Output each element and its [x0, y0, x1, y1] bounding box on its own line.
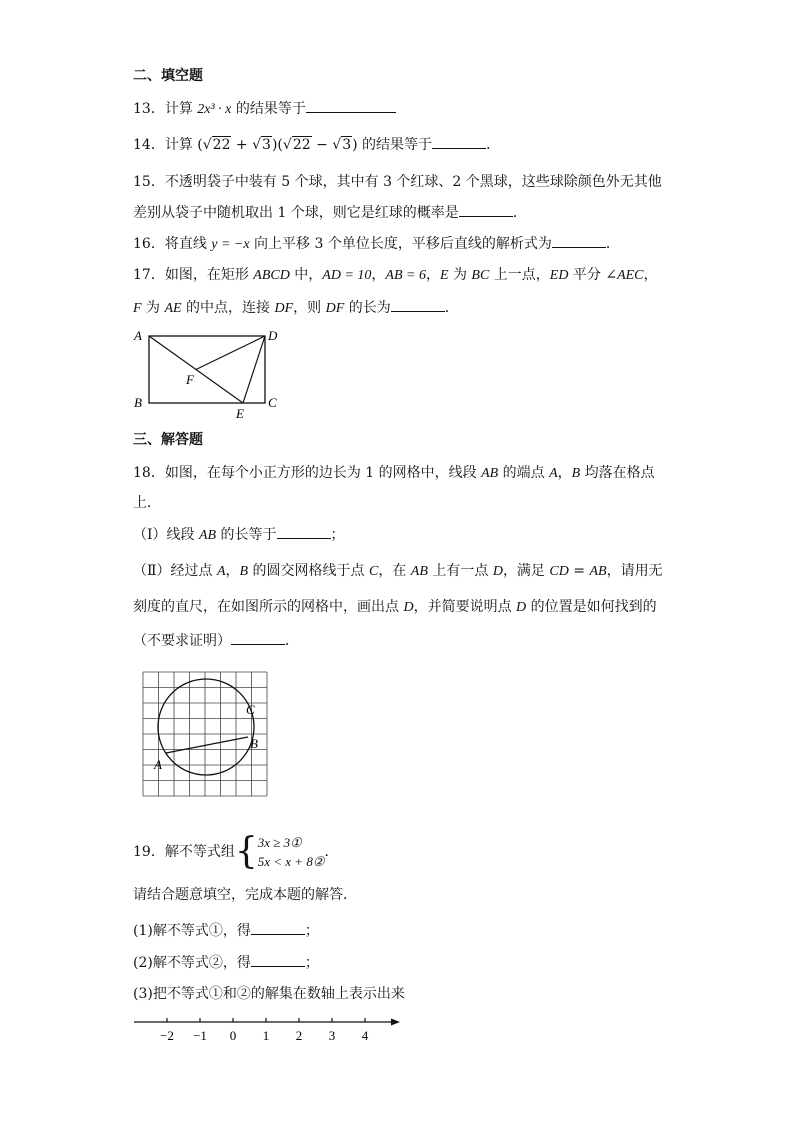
q18-p1-text-b: 的长等于 — [216, 527, 277, 543]
q18-text-c: 均落在格点 — [580, 465, 655, 481]
q19-s1-text: (1)解不等式①，得 — [133, 923, 251, 939]
q17-text-i: ，则 — [293, 300, 326, 316]
question-19-step2 — [133, 952, 319, 973]
inequality-1: 3x ≥ 3① — [257, 835, 302, 850]
q18-p1-answer-blank[interactable] — [277, 524, 331, 539]
q17-text-h: 的中点，连接 — [181, 300, 275, 316]
q18-p2-answer-blank[interactable] — [231, 630, 285, 645]
q14-radicand-3: 3 — [262, 137, 271, 153]
q18-ab: AB — [481, 466, 499, 481]
label-f: F — [186, 372, 194, 387]
q18-text-b: 的端点 — [498, 465, 550, 481]
q17-text-f: ， — [643, 267, 658, 283]
q13-expression: 2x³ · x — [197, 102, 232, 117]
q18-l4-d: D — [403, 600, 414, 615]
segment-df — [196, 336, 265, 370]
label-c: C — [268, 395, 277, 410]
q17-abcd: ABCD — [253, 268, 290, 283]
q18-p2-a: A — [216, 564, 226, 579]
q15-end: ． — [512, 205, 527, 221]
number-line — [128, 1010, 408, 1046]
q14-radicand-22: 22 — [212, 137, 231, 153]
q18-l5-end: ． — [285, 633, 299, 649]
q17-ab: AB = 6 — [385, 268, 426, 283]
q18-p1-end: ； — [330, 527, 345, 543]
q18-l4-text-c: 的位置是如何找到的 — [526, 599, 657, 615]
q14-paren-end: ) — [352, 137, 358, 153]
q17-ed: ED — [549, 268, 569, 283]
q14-paren-mid: )( — [271, 137, 283, 153]
q18-l4-text-b: ，并简要说明点 — [413, 599, 517, 615]
q17-df2: DF — [325, 301, 345, 316]
q17-aec: ∠AEC — [605, 268, 644, 283]
q19-end: ． — [324, 844, 339, 860]
q18-p2-comma: ， — [225, 563, 240, 579]
q14-paren: ( — [197, 137, 203, 153]
q17-ae: AE — [164, 301, 182, 316]
q18-p2-text: （Ⅱ）经过点 — [133, 563, 217, 579]
question-13 — [133, 98, 396, 120]
question-18-part1 — [133, 524, 345, 546]
q17-e: E — [439, 268, 449, 283]
question-18-line2: 上． — [133, 495, 161, 511]
q18-p2-text-e: ，满足 — [502, 563, 550, 579]
q15-text: 差别从袋子中随机取出 1 个球，则它是红球的概率是 — [133, 205, 459, 221]
question-19-step3: (3)把不等式①和②的解集在数轴上表示出来 — [133, 986, 405, 1002]
q16-answer-blank[interactable] — [552, 233, 606, 248]
q18-p2-b: B — [239, 564, 249, 579]
q18-p2-c: C — [369, 564, 379, 579]
inequality-system — [258, 833, 325, 871]
q19-s2-answer-blank[interactable] — [251, 952, 305, 967]
q13-text-b: 的结果等于 — [231, 101, 306, 117]
q18-comma: ， — [557, 465, 572, 481]
number-line-tick-label: 0 — [229, 1028, 237, 1043]
question-18-line4 — [133, 597, 657, 618]
label-a: A — [154, 757, 162, 772]
label-b: B — [250, 736, 258, 751]
label-a: A — [134, 328, 142, 343]
q17-text: 17．如图，在矩形 — [133, 267, 254, 283]
question-19-step1 — [133, 920, 319, 941]
q18-eq: = — [568, 563, 590, 579]
q17-end: ． — [444, 300, 459, 316]
q14-answer-blank[interactable] — [432, 134, 486, 149]
q14-text: 14．计算 — [133, 137, 198, 153]
figure-18-grid — [138, 668, 274, 808]
q18-text: 18．如图，在每个小正方形的边长为 1 的网格中，线段 — [133, 465, 482, 481]
q18-p2-d: D — [492, 564, 503, 579]
q18-arc-ab2: AB — [589, 564, 607, 579]
grid-lines — [143, 672, 267, 796]
question-15-line1: 15．不透明袋子中装有 5 个球，其中有 3 个红球、2 个黑球，这些球除颜色外无其他 — [133, 174, 662, 190]
label-e: E — [236, 406, 244, 421]
question-15-line2 — [133, 202, 527, 223]
number-line-tick-label: 2 — [295, 1028, 303, 1043]
q18-arc-cd: CD — [549, 564, 569, 579]
q19-text: 19．解不等式组 — [133, 844, 235, 860]
q18-p2-text-d: 上有一点 — [427, 563, 493, 579]
q18-p1-text: （Ⅰ）线段 — [133, 527, 199, 543]
q18-l5-text: （不要求证明） — [133, 633, 231, 649]
q15-answer-blank[interactable] — [459, 202, 513, 217]
number-line-tick-label: 3 — [328, 1028, 336, 1043]
q19-s2-text: (2)解不等式②，得 — [133, 955, 251, 971]
q16-text-b: 向上平移 3 个单位长度，平移后直线的解析式为 — [249, 236, 552, 252]
q16-text: 16．将直线 — [133, 236, 212, 252]
q17-bc: BC — [471, 268, 490, 283]
segment-ed — [243, 336, 265, 403]
left-brace: { — [234, 831, 258, 872]
q19-s2-end: ； — [304, 955, 319, 971]
q18-l4-d2: D — [516, 600, 527, 615]
question-19-prompt: 请结合题意填空，完成本题的解答． — [133, 887, 357, 903]
question-16 — [133, 233, 620, 255]
rectangle-abcd — [149, 336, 265, 403]
section-title-solve: 三、解答题 — [133, 432, 203, 448]
q13-text: 13．计算 — [133, 101, 198, 117]
q18-p2-text-c: ，在 — [378, 563, 411, 579]
label-c: C — [246, 702, 255, 717]
circle — [158, 679, 254, 775]
number-line-tick-label: −2 — [160, 1028, 174, 1043]
inequality-2: 5x < x + 8② — [257, 854, 325, 869]
q17-ad: AD = 10 — [322, 268, 372, 283]
q17-text-j: 的长为 — [344, 300, 391, 316]
q17-text-b: 中， — [289, 267, 323, 283]
q16-end: ． — [605, 236, 620, 252]
q18-p2-text-f: ，请用无 — [606, 563, 663, 579]
q13-answer-blank[interactable] — [306, 98, 396, 113]
q17-text-c: 为 — [448, 267, 472, 283]
question-17-line2 — [133, 297, 459, 319]
label-b: B — [134, 395, 142, 410]
q17-sep1: ， — [371, 267, 386, 283]
section-title-fill-blank: 二、填空题 — [133, 68, 203, 84]
q18-arc-ab: AB — [410, 564, 428, 579]
q17-answer-blank[interactable] — [391, 297, 445, 312]
q18-p1-ab: AB — [198, 528, 217, 543]
q18-b: B — [571, 466, 581, 481]
question-18-part2 — [133, 561, 663, 582]
q17-sep2: ， — [425, 267, 440, 283]
question-18-line5 — [133, 630, 299, 651]
q14-text-b: 的结果等于 — [357, 137, 433, 153]
number-line-tick-label: 4 — [361, 1028, 369, 1043]
question-19 — [133, 832, 338, 872]
q17-df: DF — [274, 301, 294, 316]
number-line-tick-label: −1 — [193, 1028, 207, 1043]
q14-radicand-3b: 3 — [342, 137, 352, 153]
q18-l4-text: 刻度的直尺，在如图所示的网格中，画出点 — [133, 599, 404, 615]
q14-radicand-22b: 22 — [292, 137, 311, 153]
q14-plus: + — [231, 137, 253, 153]
label-d: D — [268, 328, 278, 343]
number-line-arrow — [391, 1019, 400, 1026]
q14-minus: − — [311, 137, 333, 153]
q18-a: A — [549, 466, 558, 481]
q18-p2-text-b: 的圆交网格线于点 — [248, 563, 369, 579]
number-line-tick-label: 1 — [262, 1028, 270, 1043]
q14-end: ． — [486, 137, 501, 153]
q17-text-e: 平分 — [568, 267, 606, 283]
q17-text-g: 为 — [141, 300, 165, 316]
question-18-line1 — [133, 463, 655, 484]
figure-17-rectangle — [128, 322, 288, 422]
q19-s1-answer-blank[interactable] — [251, 920, 305, 935]
q17-text-d: 上一点， — [489, 267, 550, 283]
q16-expression: y = −x — [211, 237, 250, 252]
question-14: 14．计算 (√22 + √3)(√22 − √3) 的结果等于 ． — [133, 134, 500, 155]
q19-s1-end: ； — [304, 923, 319, 939]
question-17-line1 — [133, 265, 658, 286]
q17-f: F — [133, 301, 142, 316]
